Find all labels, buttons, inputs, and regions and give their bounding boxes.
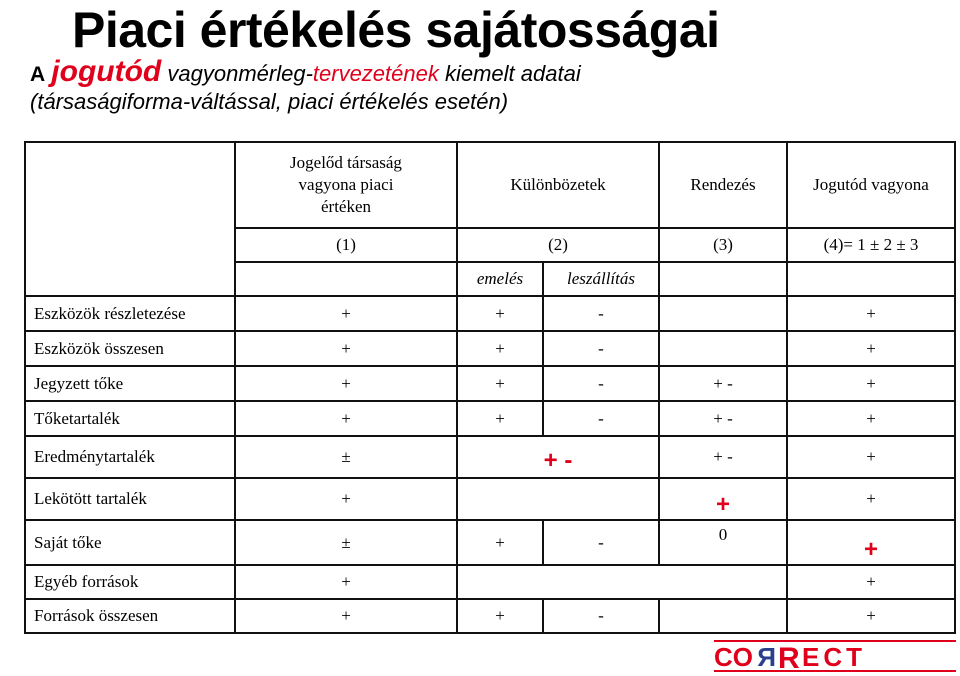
cell-diff-merged [457, 436, 659, 478]
cell-c1: ± [235, 436, 457, 478]
cell-c1: + [235, 331, 457, 366]
subheader-emeles: emelés [457, 262, 543, 296]
cell-leszallitas: - [543, 599, 659, 633]
cell-c1: + [235, 599, 457, 633]
num-3: (3) [659, 228, 787, 262]
svg-text:ECT: ECT [802, 642, 866, 672]
cell-jogutod: + [787, 331, 955, 366]
cell-c1: + [235, 565, 457, 599]
cell-leszallitas: - [543, 331, 659, 366]
cell-jogutod: + [787, 565, 955, 599]
cell-rendezes: + - [659, 401, 787, 436]
header-jogutod-label: Jogutód vagyona [813, 175, 929, 194]
cell-c1: + [235, 478, 457, 520]
table-row [25, 401, 955, 436]
cell-jogutod: + [787, 366, 955, 401]
subheader-leszallitas: leszállítás [543, 262, 659, 296]
cell-diff-empty [457, 478, 659, 520]
cell-rendezes [659, 296, 787, 331]
subheader-empty-4 [787, 262, 955, 296]
table-row [25, 565, 955, 599]
subtitle-tervezetenek: tervezetének [312, 61, 439, 86]
cell-jogutod [787, 520, 955, 565]
subheader-empty-3 [659, 262, 787, 296]
cell-emeles: + [457, 401, 543, 436]
cell-c1: + [235, 296, 457, 331]
table-row [25, 436, 955, 478]
header-empty-corner [25, 142, 235, 296]
cell-rendezes-empty [659, 599, 787, 633]
header-kulonbozetek-label: Különbözetek [510, 175, 606, 194]
row-label: Források összesen [25, 599, 235, 633]
diff-merged-mark: + - [543, 447, 573, 474]
cell-jogutod: + [787, 401, 955, 436]
subheader-empty-1 [235, 262, 457, 296]
cell-rendezes [659, 478, 787, 520]
subtitle-a: A [30, 63, 46, 86]
cell-leszallitas: - [543, 520, 659, 565]
cell-emeles: + [457, 599, 543, 633]
cell-emeles: + [457, 296, 543, 331]
table-row [25, 366, 955, 401]
cell-rendezes [659, 331, 787, 366]
header-rendezes [659, 142, 787, 228]
header-row [25, 142, 955, 228]
header-rendezes-label: Rendezés [690, 175, 756, 194]
row-label: Egyéb források [25, 565, 235, 599]
subtitle [30, 55, 581, 115]
row-label: Eszközök összesen [25, 331, 235, 366]
cell-emeles: + [457, 366, 543, 401]
page-title: Piaci értékelés sajátosságai [72, 2, 720, 58]
svg-text:CO: CO [714, 642, 753, 672]
table-row [25, 478, 955, 520]
cell-rendezes: 0 [659, 520, 787, 565]
cell-rendezes: + - [659, 366, 787, 401]
cell-jogutod: + [787, 599, 955, 633]
cell-jogutod: + [787, 478, 955, 520]
table-row [25, 520, 955, 565]
table-row [25, 599, 955, 633]
row-label: Tőketartalék [25, 401, 235, 436]
cell-c1: + [235, 366, 457, 401]
balance-table [24, 141, 956, 634]
cell-leszallitas: - [543, 401, 659, 436]
subtitle-vagyonmerleg: vagyonmérleg- [167, 61, 313, 86]
jogutod-mark: + [863, 536, 878, 563]
row-label: Jegyzett tőke [25, 366, 235, 401]
cell-leszallitas: - [543, 366, 659, 401]
num-2: (2) [457, 228, 659, 262]
cell-emeles: + [457, 520, 543, 565]
cell-leszallitas: - [543, 296, 659, 331]
cell-c1: + [235, 401, 457, 436]
rendezes-mark: + [715, 491, 730, 518]
cell-emeles: + [457, 331, 543, 366]
header-jogelod-l2: vagyona piaci [298, 175, 394, 194]
header-kulonbozetek [457, 142, 659, 228]
num-4: (4)= 1 ± 2 ± 3 [787, 228, 955, 262]
row-label: Eszközök részletezése [25, 296, 235, 331]
table-row [25, 296, 955, 331]
cell-jogutod: + [787, 436, 955, 478]
row-label: Lekötött tartalék [25, 478, 235, 520]
subtitle-jogutod: jogutód [51, 55, 162, 88]
table-row [25, 331, 955, 366]
header-jogelod-l1: Jogelőd társaság [290, 153, 402, 172]
cell-c1: ± [235, 520, 457, 565]
header-jogelod-l3: értéken [320, 197, 372, 216]
cell-rendezes: + - [659, 436, 787, 478]
row-label: Eredménytartalék [25, 436, 235, 478]
subtitle-line2: (társaságiforma-váltással, piaci értékelés esetén) [30, 89, 509, 114]
header-jogelod [235, 142, 457, 228]
num-1: (1) [235, 228, 457, 262]
svg-text:R: R [778, 642, 800, 674]
svg-text:R: R [757, 642, 776, 672]
header-jogutod [787, 142, 955, 228]
row-label: Saját tőke [25, 520, 235, 565]
correct-logo [712, 638, 958, 674]
cell-empty [457, 565, 787, 599]
cell-jogutod: + [787, 296, 955, 331]
subtitle-kiemelt: kiemelt adatai [444, 61, 581, 86]
